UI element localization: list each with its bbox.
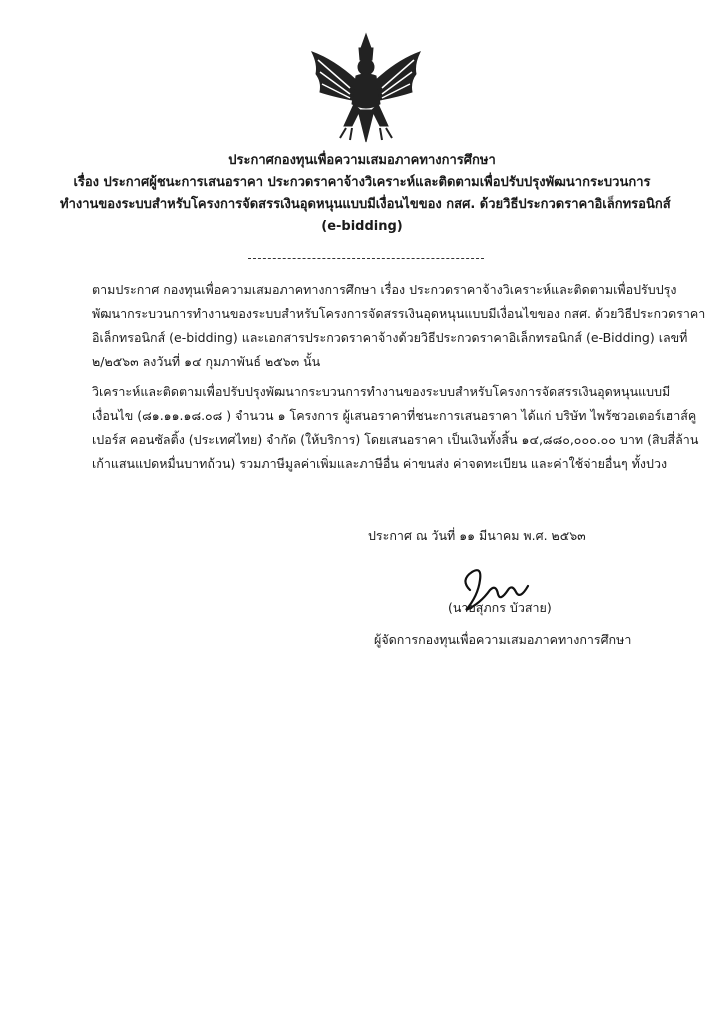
title-divider	[248, 258, 484, 259]
paragraph-line: ๒/๒๕๖๓ ลงวันที่ ๑๔ กุมภาพันธ์ ๒๕๖๓ นั้น	[92, 354, 321, 369]
paragraph-line: เปอร์ส คอนซัลติ้ง (ประเทศไทย) จำกัด (ให้บริการ) โดยเสนอราคา เป็นเงินทั้งสิ้น ๑๔,๘๘๐,๐๐๐.๐๐ บาท (สิบสี่ล้าน	[92, 432, 699, 447]
title-line: ทำงานของระบบสำหรับโครงการจัดสรรเงินอุดหนุนแบบมีเงื่อนไขของ กสศ. ด้วยวิธีประกวดราคาอิเล็กทรอนิกส์	[60, 197, 671, 212]
paragraph-line: เงื่อนไข (๘๑.๑๑.๑๘.๐๘ ) จำนวน ๑ โครงการ ผู้เสนอราคาที่ชนะการเสนอราคา ได้แก่ บริษัท ไพร้ซวอเตอร์เฮาส์คู	[92, 408, 697, 423]
announcement-date: ประกาศ ณ วันที่ ๑๑ มีนาคม พ.ศ. ๒๕๖๓	[368, 528, 586, 543]
paragraph-line: อิเล็กทรอนิกส์ (e-bidding) และเอกสารประกวดราคาจ้างด้วยวิธีประกวดราคาอิเล็กทรอนิกส์ (e-Bidding) เลขที่	[92, 330, 688, 345]
paragraph-line: วิเคราะห์และติดตามเพื่อปรับปรุงพัฒนากระบวนการทำงานของระบบสำหรับโครงการจัดสรรเงินอุดหนุนแบบมี	[92, 384, 671, 399]
title-line: เรื่อง ประกาศผู้ชนะการเสนอราคา ประกวดราคาจ้างวิเคราะห์และติดตามเพื่อปรับปรุงพัฒนากระบวนการ	[73, 175, 651, 190]
document-title	[60, 150, 671, 238]
paragraph-line: ตามประกาศ กองทุนเพื่อความเสมอภาคทางการศึกษา เรื่อง ประกวดราคาจ้างวิเคราะห์และติดตามเพื่อปรับปรุง	[92, 282, 677, 297]
paragraph-line: พัฒนากระบวนการทำงานของระบบสำหรับโครงการจัดสรรเงินอุดหนุนแบบมีเงื่อนไขของ กสศ. ด้วยวิธีประกวดราคา	[92, 306, 706, 321]
title-line: (e-bidding)	[321, 219, 403, 234]
body-paragraph-1	[92, 278, 706, 374]
signatory-position: ผู้จัดการกองทุนเพื่อความเสมอภาคทางการศึกษา	[374, 632, 632, 647]
title-line: ประกาศกองทุนเพื่อความเสมอภาคทางการศึกษา	[228, 153, 496, 168]
signatory-name: (นายสุภกร บัวสาย)	[448, 600, 552, 615]
paragraph-line: เก้าแสนแปดหมื่นบาทถ้วน) รวมภาษีมูลค่าเพิ่มและภาษีอื่น ค่าขนส่ง ค่าจดทะเบียน และค่าใช้จ่ายอื่นๆ ทั้งปวง	[92, 456, 668, 471]
body-paragraph-2	[92, 380, 699, 476]
garuda-emblem-icon	[306, 30, 426, 148]
